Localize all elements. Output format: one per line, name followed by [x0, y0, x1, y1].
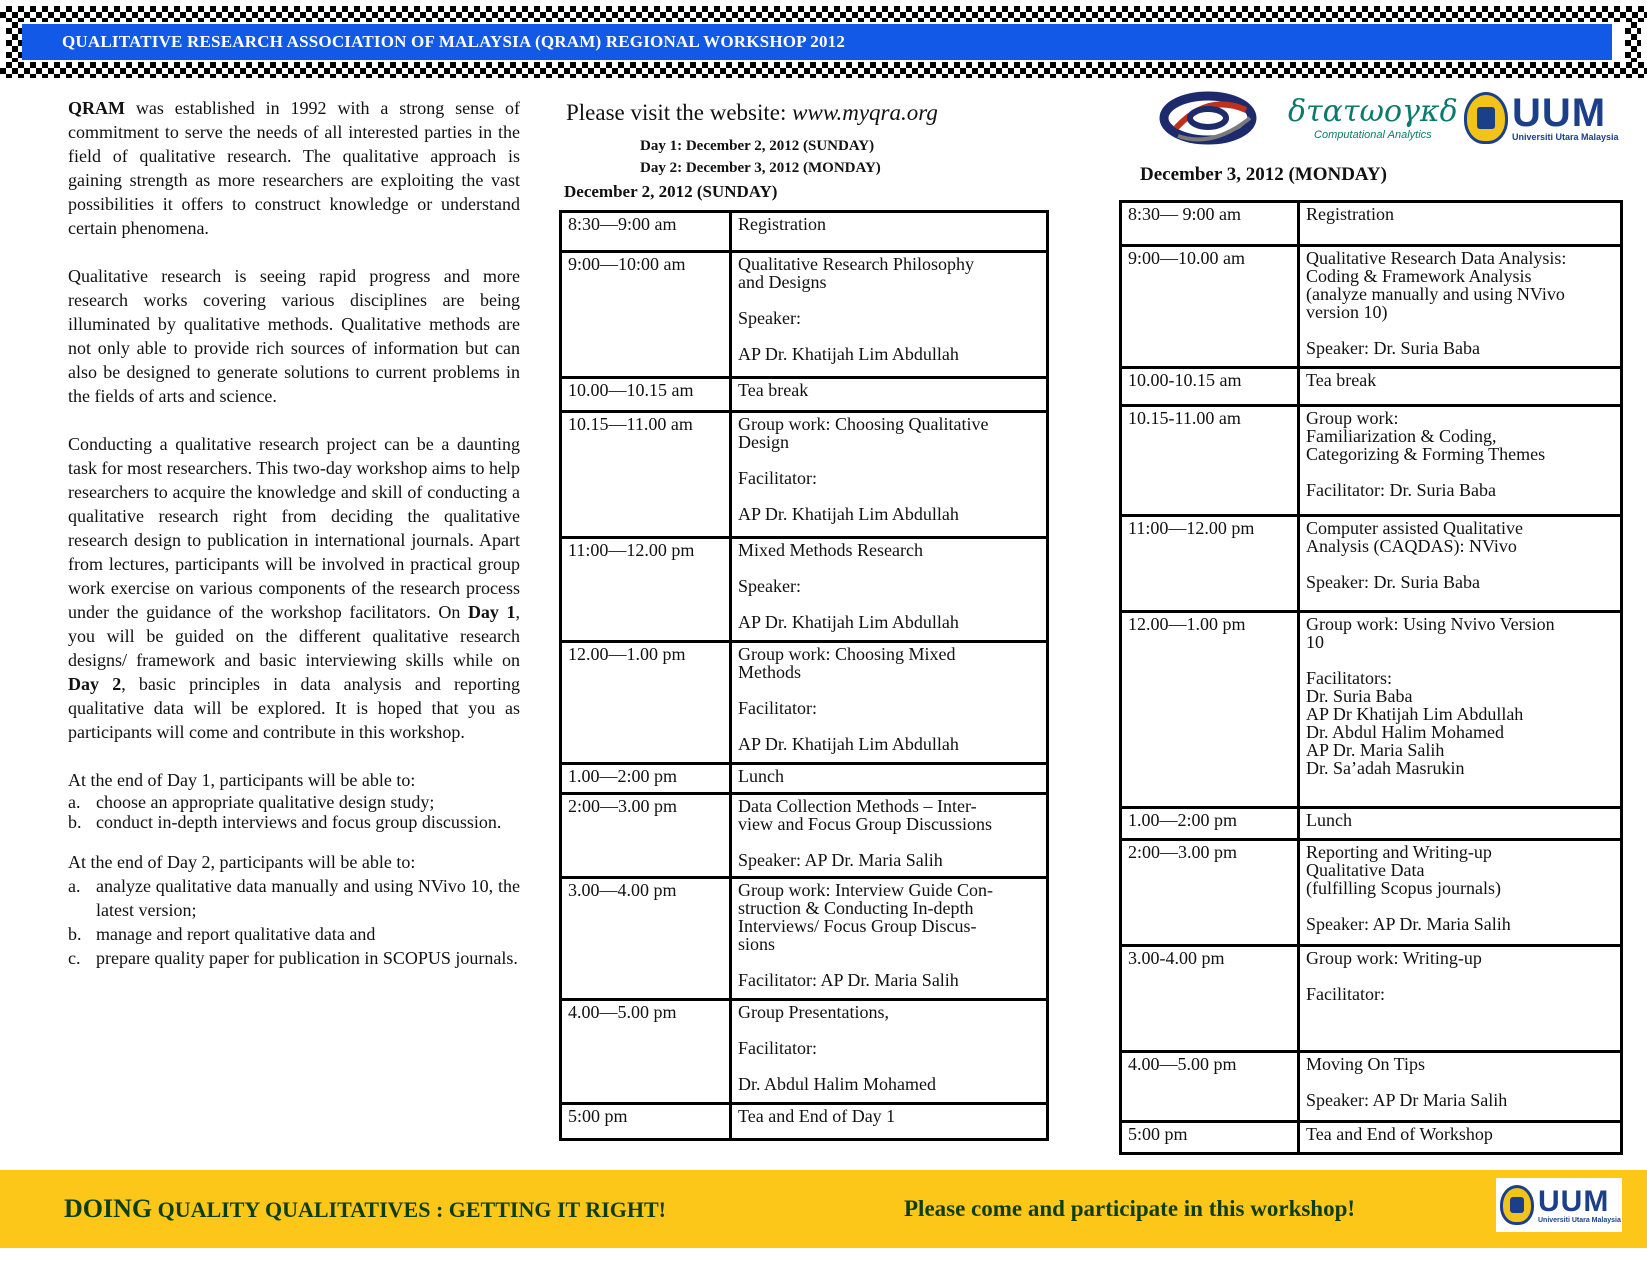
schedule-activity-line: Speaker: [738, 576, 801, 596]
schedule-row [561, 764, 1048, 794]
outcome-item-text: conduct in-depth interviews and focus group discussion. [96, 812, 502, 832]
schedule-activity-line [1306, 321, 1614, 339]
schedule-activity [1299, 246, 1622, 368]
schedule-row [1121, 946, 1622, 1052]
footer-uum-logo-text: UUM [1538, 1184, 1610, 1218]
schedule-activity-line: (fulfilling Scopus journals) [1306, 878, 1501, 898]
schedule-activity-line: Mixed Methods Research [738, 540, 923, 560]
day1-date-line: Day 1: December 2, 2012 (SUNDAY) [640, 138, 875, 154]
schedule-time: 11:00—12.00 pm [561, 538, 731, 642]
intro-p3-a: Conducting a qualitative research project can be a daunting task for most researchers. This two-day workshop aims to help researchers to acquire the knowledge and skill of conducting a qualitative research right from deciding the qualitative research design to publication in international journals. Apart from lectures, participants will be involved in practical group work exercise on various components of the research process under the guidance of the workshop facilitators. On [68, 434, 520, 622]
schedule-activity-line: AP Dr. Khatijah Lim Abdullah [738, 734, 959, 754]
checker-border-left [6, 22, 22, 62]
statworkd-logo-subtitle: Computational Analytics [1314, 129, 1432, 141]
schedule-activity [731, 794, 1048, 878]
schedule-activity [731, 1104, 1048, 1140]
schedule-activity-line: Tea and End of Day 1 [738, 1106, 896, 1126]
schedule-activity [1299, 946, 1622, 1052]
schedule-activity [731, 212, 1048, 252]
schedule-activity [1299, 368, 1622, 406]
schedule-activity-line: Familiarization & Coding, [1306, 426, 1497, 446]
checker-border-top [0, 6, 1647, 22]
footer-slogan-rest: QUALITY QUALITATIVES : GETTING IT RIGHT! [152, 1197, 666, 1222]
schedule-activity [731, 252, 1048, 378]
schedule-row [561, 878, 1048, 1000]
schedule-activity-line: Qualitative Research Data Analysis: [1306, 248, 1567, 268]
schedule-activity-line: Group Presentations, [738, 1002, 889, 1022]
schedule-row [561, 642, 1048, 764]
schedule-time: 1.00—2:00 pm [1121, 808, 1299, 840]
schedule-row [561, 252, 1048, 378]
schedule-activity [1299, 406, 1622, 516]
schedule-activity-line [738, 717, 1040, 735]
intro-paragraph-3 [68, 432, 520, 744]
day1-outcomes-heading: At the end of Day 1, participants will be able to: [68, 770, 416, 790]
schedule-activity-line: Facilitator: [738, 468, 817, 488]
schedule-activity [1299, 202, 1622, 246]
schedule-activity [1299, 1122, 1622, 1154]
schedule-row [1121, 840, 1622, 946]
schedule-row [1121, 202, 1622, 246]
banner-title: QUALITATIVE RESEARCH ASSOCIATION OF MALAYSIA (QRAM) REGIONAL WORKSHOP 2012 [22, 24, 1612, 60]
intro-column [68, 96, 520, 980]
schedule-activity-line: Facilitators: [1306, 668, 1392, 688]
outcome-item-text: choose an appropriate qualitative design study; [96, 792, 435, 812]
schedule-row [1121, 246, 1622, 368]
schedule-activity-line: Speaker: Dr. Suria Baba [1306, 572, 1480, 592]
schedule-activity-line: Dr. Sa’adah Masrukin [1306, 758, 1465, 778]
schedule-activity-line: (analyze manually and using NVivo [1306, 284, 1565, 304]
schedule-activity-line: AP Dr Khatijah Lim Abdullah [1306, 704, 1524, 724]
schedule-row [561, 538, 1048, 642]
schedule-time: 12.00—1.00 pm [1121, 612, 1299, 808]
schedule-activity-line: AP Dr. Khatijah Lim Abdullah [738, 504, 959, 524]
uum-crest-icon [1464, 92, 1508, 144]
schedule-activity [1299, 808, 1622, 840]
outcome-item [68, 922, 520, 946]
schedule-time: 4.00—5.00 pm [1121, 1052, 1299, 1122]
schedule-activity-line: Group work: Choosing Qualitative [738, 414, 989, 434]
schedule-activity-line: Coding & Framework Analysis [1306, 266, 1532, 286]
schedule-activity-line: Design [738, 432, 789, 452]
day1-outcomes-list [68, 792, 520, 832]
schedule-row [1121, 808, 1622, 840]
website-link[interactable]: www.myqra.org [792, 100, 938, 125]
schedule-activity-line: Tea and End of Workshop [1306, 1124, 1493, 1144]
schedule-activity-line: Speaker: AP Dr. Maria Salih [1306, 914, 1511, 934]
outcome-item-mark: b. [68, 924, 82, 944]
schedule-activity [731, 412, 1048, 538]
schedule-activity-line: struction & Conducting In-depth [738, 898, 974, 918]
checker-border-right [1625, 22, 1641, 62]
schedule-activity-line: Registration [1306, 204, 1394, 224]
schedule-activity-line: Qualitative Research Philosophy [738, 254, 974, 274]
website-prefix: Please visit the website: [566, 100, 793, 125]
schedule-activity-line: Group work: [1306, 408, 1399, 428]
schedule-activity-line: Lunch [738, 766, 784, 786]
schedule-activity-line: AP Dr. Khatijah Lim Abdullah [738, 612, 959, 632]
outcome-item [68, 812, 520, 832]
schedule-activity-line: 10 [1306, 632, 1324, 652]
schedule-row [1121, 612, 1622, 808]
schedule-activity [1299, 840, 1622, 946]
schedule-time: 10.00-10.15 am [1121, 368, 1299, 406]
schedule-activity-line: Dr. Abdul Halim Mohamed [1306, 722, 1504, 742]
schedule-row [561, 212, 1048, 252]
schedule-activity-line: Group work: Using Nvivo Version [1306, 614, 1555, 634]
schedule-time: 5:00 pm [561, 1104, 731, 1140]
schedule-activity-line [1306, 897, 1614, 915]
schedule-activity-line: sions [738, 934, 776, 954]
outcome-item-mark: c. [68, 948, 81, 968]
outcome-item-text: analyze qualitative data manually and using NVivo 10, the latest version; [96, 876, 520, 920]
day2-outcomes-list [68, 874, 520, 970]
schedule-activity-line: Tea break [738, 380, 809, 400]
footer-slogan-big: DOING [64, 1194, 153, 1223]
footer-uum-logo [1496, 1178, 1622, 1232]
schedule-activity-line: Facilitator: [738, 1038, 817, 1058]
schedule-activity-line: Moving On Tips [1306, 1054, 1426, 1074]
schedule-time: 2:00—3.00 pm [561, 794, 731, 878]
schedule-activity-line: Dr. Abdul Halim Mohamed [738, 1074, 936, 1094]
schedule-activity-line: Facilitator: AP Dr. Maria Salih [738, 970, 959, 990]
schedule-time: 11:00—12.00 pm [1121, 516, 1299, 612]
schedule-activity [731, 878, 1048, 1000]
schedule-activity-line: Speaker: Dr. Suria Baba [1306, 338, 1480, 358]
intro-day2-bold: Day 2 [68, 674, 122, 694]
schedule-day1-table [559, 210, 1049, 1141]
schedule-activity-line: Qualitative Data [1306, 860, 1425, 880]
footer-uum-logo-subtitle: Universiti Utara Malaysia [1538, 1216, 1621, 1224]
schedule-time: 5:00 pm [1121, 1122, 1299, 1154]
schedule-row [561, 412, 1048, 538]
schedule-activity-line [738, 559, 1040, 577]
day2-date-line: Day 2: December 3, 2012 (MONDAY) [640, 160, 881, 176]
uum-logo-text: UUM [1512, 91, 1607, 135]
outcome-item [68, 946, 520, 970]
outcome-item-mark: b. [68, 812, 82, 832]
schedule-activity-line: Speaker: [738, 308, 801, 328]
schedule-day2-heading: December 3, 2012 (MONDAY) [1140, 164, 1387, 185]
schedule-activity [731, 642, 1048, 764]
schedule-activity-line [1306, 555, 1614, 573]
schedule-row [1121, 368, 1622, 406]
statworkd-logo [1288, 94, 1458, 141]
footer-bar [0, 1170, 1647, 1248]
schedule-activity-line [738, 451, 1040, 469]
statworkd-logo-word: δτατωογκδ [1288, 94, 1458, 129]
schedule-activity-line: Dr. Suria Baba [1306, 686, 1413, 706]
schedule-activity-line: Group work: Choosing Mixed [738, 644, 956, 664]
schedule-activity-line [738, 833, 1040, 851]
schedule-time: 2:00—3.00 pm [1121, 840, 1299, 946]
schedule-activity [731, 378, 1048, 412]
checker-border-bottom [0, 62, 1647, 78]
footer-invite: Please come and participate in this workshop! [904, 1196, 1356, 1221]
schedule-day1-heading: December 2, 2012 (SUNDAY) [564, 182, 778, 201]
schedule-activity-line [738, 595, 1040, 613]
schedule-activity-line: Categorizing & Forming Themes [1306, 444, 1546, 464]
schedule-activity [1299, 612, 1622, 808]
website-line [566, 100, 938, 126]
footer-slogan [64, 1194, 666, 1224]
schedule-time: 12.00—1.00 pm [561, 642, 731, 764]
schedule-activity-line [738, 681, 1040, 699]
schedule-activity-line: Reporting and Writing-up [1306, 842, 1492, 862]
schedule-row [1121, 406, 1622, 516]
outcome-item-mark: a. [68, 792, 81, 812]
outcome-item [68, 874, 520, 922]
footer-uum-crest-icon [1500, 1185, 1534, 1225]
schedule-time: 3.00-4.00 pm [1121, 946, 1299, 1052]
schedule-activity-line [738, 1021, 1040, 1039]
schedule-time: 10.15—11.00 am [561, 412, 731, 538]
schedule-row [561, 1000, 1048, 1104]
schedule-activity [731, 1000, 1048, 1104]
schedule-activity-line [1306, 1073, 1614, 1091]
day2-outcomes-heading: At the end of Day 2, participants will be able to: [68, 852, 416, 872]
schedule-row [561, 794, 1048, 878]
intro-p1-text: was established in 1992 with a strong sense of commitment to serve the needs of all interested parties in the field of qualitative research. The qualitative approach is gaining strength as more researchers are exploiting the vast possibilities it offers to construct knowledge or understand certain phenomena. [68, 98, 520, 238]
schedule-activity-line [738, 291, 1040, 309]
uum-logo [1464, 92, 1619, 144]
qram-logo-icon [1158, 88, 1258, 148]
schedule-time: 1.00—2:00 pm [561, 764, 731, 794]
schedule-activity-line: Speaker: AP Dr Maria Salih [1306, 1090, 1508, 1110]
schedule-activity-line: Group work: Writing-up [1306, 948, 1482, 968]
intro-paragraph-1 [68, 96, 520, 240]
schedule-activity-line [1306, 651, 1614, 669]
schedule-time: 8:30—9:00 am [561, 212, 731, 252]
intro-paragraph-2: Qualitative research is seeing rapid progress and more research works covering various disciplines are being illuminated by qualitative methods. Qualitative methods are not only able to provide rich sources of information but can also be designed to generate solutions to current problems in the fields of arts and science. [68, 266, 520, 406]
schedule-activity-line: Data Collection Methods – Inter- [738, 796, 977, 816]
schedule-day2-table [1119, 200, 1623, 1155]
schedule-time: 10.15-11.00 am [1121, 406, 1299, 516]
schedule-row [561, 1104, 1048, 1140]
schedule-activity-line: Speaker: AP Dr. Maria Salih [738, 850, 943, 870]
schedule-activity-line: Interviews/ Focus Group Discus- [738, 916, 977, 936]
schedule-activity [1299, 1052, 1622, 1122]
schedule-time: 8:30— 9:00 am [1121, 202, 1299, 246]
outcome-item-text: prepare quality paper for publication in SCOPUS journals. [96, 948, 518, 968]
outcome-item [68, 792, 520, 812]
schedule-row [1121, 516, 1622, 612]
outcome-item-text: manage and report qualitative data and [96, 924, 376, 944]
schedule-activity-line: Analysis (CAQDAS): NVivo [1306, 536, 1517, 556]
schedule-activity-line [738, 953, 1040, 971]
schedule-time: 9:00—10:00 am [561, 252, 731, 378]
uum-logo-subtitle: Universiti Utara Malaysia [1512, 132, 1619, 142]
schedule-activity [1299, 516, 1622, 612]
outcome-item-mark: a. [68, 876, 81, 896]
schedule-activity-line: Computer assisted Qualitative [1306, 518, 1523, 538]
qram-bold: QRAM [68, 98, 125, 118]
schedule-activity-line: Facilitator: [738, 698, 817, 718]
schedule-activity-line: Methods [738, 662, 801, 682]
schedule-activity-line: Group work: Interview Guide Con- [738, 880, 993, 900]
schedule-activity-line [738, 1057, 1040, 1075]
intro-day1-bold: Day 1 [467, 602, 516, 622]
schedule-time: 10.00—10.15 am [561, 378, 731, 412]
schedule-activity-line: Registration [738, 214, 826, 234]
schedule-time: 9:00—10.00 am [1121, 246, 1299, 368]
schedule-activity-line: Facilitator: Dr. Suria Baba [1306, 480, 1496, 500]
schedule-activity-line: Facilitator: [1306, 984, 1385, 1004]
schedule-activity-line: Tea break [1306, 370, 1377, 390]
schedule-activity-line [1306, 967, 1614, 985]
schedule-activity [731, 764, 1048, 794]
schedule-activity-line: version 10) [1306, 302, 1388, 322]
schedule-row [561, 378, 1048, 412]
schedule-time: 3.00—4.00 pm [561, 878, 731, 1000]
schedule-activity-line: AP Dr. Maria Salih [1306, 740, 1445, 760]
schedule-activity [731, 538, 1048, 642]
schedule-activity-line: and Designs [738, 272, 827, 292]
intro-p3-b: , you will be guided on the different qualitative research designs/ framework and basic interviewing skills while on [68, 602, 521, 670]
schedule-activity-line: view and Focus Group Discussions [738, 814, 992, 834]
schedule-activity-line: Lunch [1306, 810, 1352, 830]
schedule-activity-line [738, 327, 1040, 345]
schedule-activity-line: AP Dr. Khatijah Lim Abdullah [738, 344, 959, 364]
schedule-row [1121, 1122, 1622, 1154]
intro-p3-c: , basic principles in data analysis and reporting qualitative data will be explored. It is hoped that you as participants will come and contribute in this workshop. [68, 674, 521, 742]
schedule-time: 4.00—5.00 pm [561, 1000, 731, 1104]
schedule-row [1121, 1052, 1622, 1122]
schedule-activity-line [1306, 463, 1614, 481]
schedule-activity-line [738, 487, 1040, 505]
